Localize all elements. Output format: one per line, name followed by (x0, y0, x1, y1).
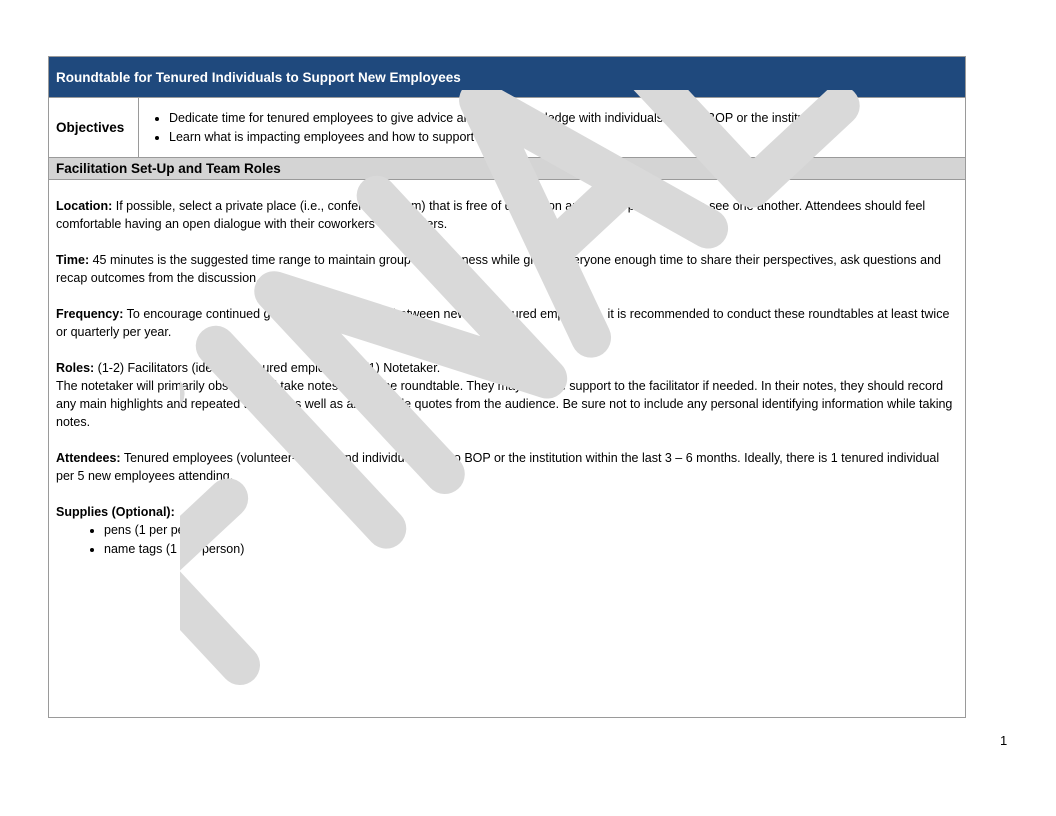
supply-item: • pens (1 per person) (104, 521, 958, 540)
objective-item: • Learn what is impacting employees and how to support them better (169, 128, 965, 147)
time-paragraph (56, 251, 958, 287)
frequency-text: To encourage continued guidance and dialogue between new and tenured employees, it is recommended to conduct these roundtables at least twice or quarterly per year. (56, 307, 950, 339)
supplies-block (56, 503, 958, 559)
roles-text: (1-2) Facilitators (ideally a tenured employee) & (1) Notetaker. (94, 361, 441, 375)
document-table (48, 56, 966, 718)
location-label: Location: (56, 199, 113, 213)
objectives-list (139, 98, 965, 157)
section-body (49, 180, 965, 559)
frequency-label: Frequency: (56, 307, 124, 321)
supplies-list (56, 521, 958, 559)
objective-item: • Dedicate time for tenured employees to give advice and share knowledge with individuals new to BOP or the institution (169, 109, 965, 128)
roles-detail: The notetaker will primarily observe and take notes during the roundtable. They may provide support to the facilitator if needed. In their notes, they should record any main highlights and repeated themes as well as any notable quotes from the audience. Be sure not to include any personal identifying information while taking notes. (56, 379, 953, 429)
supply-item: • name tags (1 per person) (104, 540, 958, 559)
roles-label: Roles: (56, 361, 95, 375)
page-number: 1 (1000, 733, 1008, 748)
roles-paragraph (56, 359, 958, 431)
objectives-row (49, 97, 965, 157)
attendees-text: Tenured employees (volunteer-based) and individuals new to BOP or the institution within the last 3 – 6 months. Ideally, there is 1 tenured individual per 5 new employees attending. (56, 451, 940, 483)
supplies-label: Supplies (Optional): (56, 505, 175, 519)
section-heading: Facilitation Set-Up and Team Roles (49, 157, 965, 180)
attendees-paragraph (56, 449, 958, 485)
frequency-paragraph (56, 305, 958, 341)
document-title: Roundtable for Tenured Individuals to Support New Employees (49, 57, 965, 97)
attendees-label: Attendees: (56, 451, 121, 465)
objectives-label: Objectives (49, 98, 139, 157)
location-text: If possible, select a private place (i.e., conference room) that is free of distraction and allows participants to see one another. Attendees should feel comfortable having an open dialogue with their coworkers and leaders. (56, 199, 926, 231)
time-text: 45 minutes is the suggested time range to maintain group attentiveness while giving everyone enough time to share their perspectives, ask questions and recap outcomes from the discussion. (56, 253, 942, 285)
time-label: Time: (56, 253, 90, 267)
location-paragraph (56, 197, 958, 233)
